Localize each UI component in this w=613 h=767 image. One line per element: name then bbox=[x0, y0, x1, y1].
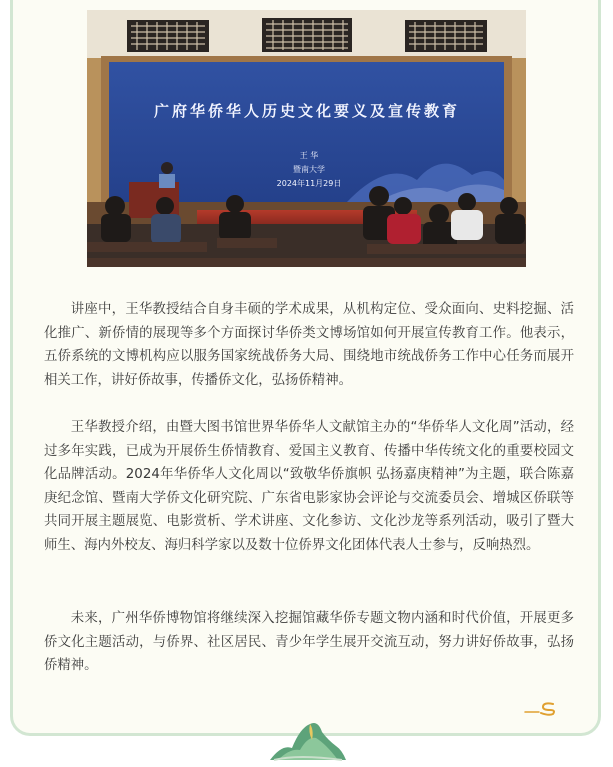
banner-date: 2024年11月29日 bbox=[276, 179, 342, 188]
lecture-photo bbox=[87, 10, 526, 267]
brand-logo-icon bbox=[523, 700, 561, 716]
lattice-window bbox=[127, 18, 487, 52]
banner-speaker: 王 华 bbox=[299, 151, 319, 160]
banner-institution: 暨南大学 bbox=[293, 165, 325, 174]
paragraph-future-plans: 未来，广州华侨博物馆将继续深入挖掘馆藏华侨专题文物内涵和时代价值，开展更多侨文化主题活动，与侨界、社区居民、青少年学生展开交流互动，努力讲好侨故事，弘扬侨精神。 bbox=[44, 611, 574, 673]
banner-title: 广府华侨华人历史文化要义及宣传教育 bbox=[153, 102, 461, 120]
paragraph-lecture-content: 讲座中，王华教授结合自身丰硕的学术成果，从机构定位、受众面向、史料挖掘、活化推广、新侨情的展现等多个方面探讨华侨类文博场馆如何开展宣传教育工作。他表示，五侨系统的文博机构应以服务国家统战侨务大局、围绕地市统战侨务工作中心任务而展开相关工作，讲好侨故事，传播侨文化，弘扬侨精神。 bbox=[44, 302, 574, 388]
paragraph-culture-week: 王华教授介绍，由暨大图书馆世界华侨华人文献馆主办的“华侨华人文化周”活动，经过多年实践，已成为开展侨生侨情教育、爱国主义教育、传播中华传统文化的重要校园文化品牌活动。2024年华侨华人文化周以“致敬华侨旗帜 弘扬嘉庚精神”为主题，联合陈嘉庚纪念馆、暨南大学侨文化研究院、广东省电影家协会评论与交流委员会、增城区侨联等共同开展主题展览、电影赏析、学术讲座、文化参访、文化沙龙等系列活动，吸引了暨大师生、海内外校友、海归科学家以及数十位侨界文化团体代表人士参与，反响热烈。 bbox=[44, 420, 574, 553]
mountain-decoration-icon bbox=[268, 710, 348, 763]
